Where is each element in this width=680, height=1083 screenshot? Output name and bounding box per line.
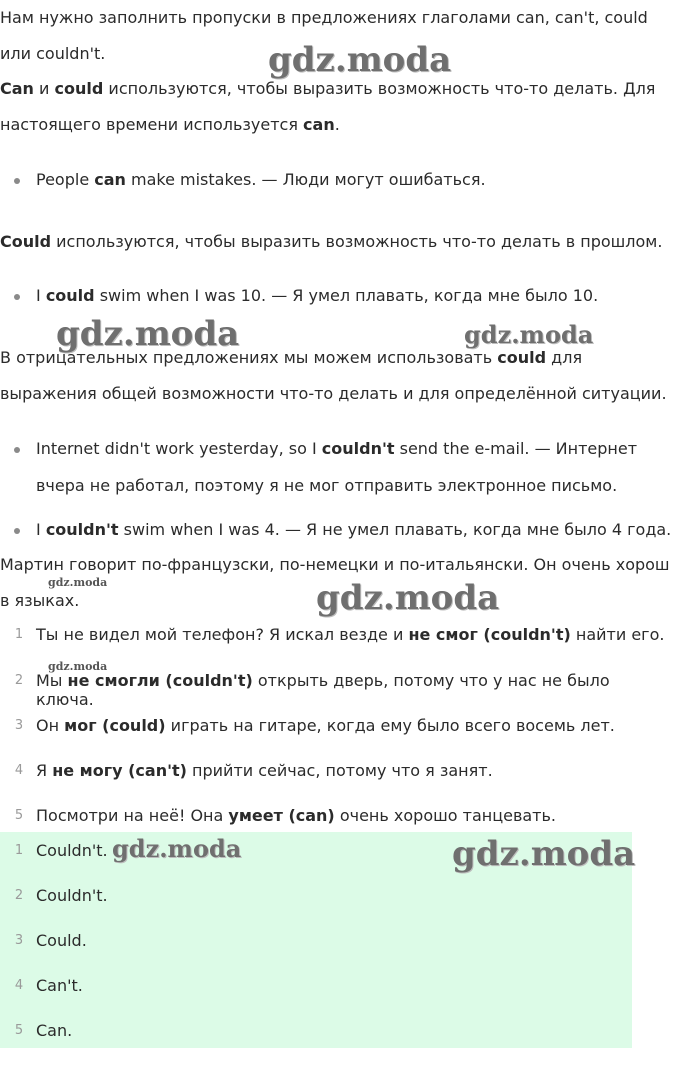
list-number: 5 (14, 808, 24, 823)
answer-item: Can't. (36, 976, 83, 995)
text: очень хорошо танцевать. (334, 806, 557, 825)
text: . (334, 115, 340, 134)
list-item (36, 430, 672, 504)
list-item (36, 161, 672, 198)
text: вчера не работал, поэтому я не мог отправить электронное письмо. (36, 476, 618, 495)
bold-could: Could (0, 232, 52, 251)
bullet-icon (14, 294, 20, 300)
watermark: gdz.moda (316, 578, 500, 618)
bold-answer: умеет (can) (228, 806, 335, 825)
bullet-icon (14, 528, 20, 534)
answer-item: Couldn't. (36, 841, 108, 860)
text: В отрицательных предложениях мы можем использовать (0, 348, 498, 367)
watermark: gdz.moda (48, 576, 108, 589)
text: выражения общей возможности что-то делать и для определённой ситуации. (0, 384, 667, 403)
text: в языках. (0, 591, 80, 610)
list-number: 2 (14, 888, 24, 903)
text: открыть дверь, потому что у нас не было ключа. (36, 671, 610, 709)
bold-couldnt: couldn't (321, 439, 395, 458)
list-item (36, 671, 666, 709)
watermark: gdz.moda (268, 40, 452, 80)
bold-couldnt: couldn't (45, 520, 119, 539)
answer-item: Can. (36, 1021, 73, 1040)
text: swim when I was 10. — Я умел плавать, когда мне было 10. (94, 286, 599, 305)
list-item (36, 625, 666, 644)
text: играть на гитаре, когда ему было всего восемь лет. (165, 716, 615, 735)
bold-answer: не смог (couldn't) (408, 625, 571, 644)
list-number: 1 (14, 843, 24, 858)
list-item (36, 716, 666, 735)
list-number: 3 (14, 933, 24, 948)
watermark: gdz.moda (112, 834, 242, 863)
text: и (33, 79, 55, 98)
text: Internet didn't work yesterday, so I (36, 439, 322, 458)
can-paragraph (0, 71, 676, 143)
bold-could: could (45, 286, 95, 305)
text: найти его. (570, 625, 665, 644)
text: I (36, 520, 46, 539)
bold-answer: мог (could) (64, 716, 166, 735)
text: используются, чтобы выразить возможность что-то делать в прошлом. (51, 232, 663, 251)
watermark: gdz.moda (464, 320, 594, 349)
text: Мы (36, 671, 68, 690)
bold-could: could (497, 348, 547, 367)
watermark: gdz.moda (48, 660, 108, 673)
list-number: 4 (14, 763, 24, 778)
list-number: 2 (14, 673, 24, 688)
answer-item: Couldn't. (36, 886, 108, 905)
bullet-icon (14, 178, 20, 184)
list-number: 1 (14, 627, 24, 642)
text: Мартин говорит по-французски, по-немецки и по-итальянски. Он очень хорош (0, 555, 670, 574)
list-number: 5 (14, 1023, 24, 1038)
list-item (36, 806, 666, 825)
bold-could: could (54, 79, 104, 98)
bold-can: can (94, 170, 126, 189)
intro-line-1: Нам нужно заполнить пропуски в предложениях глаголами can, can't, could (0, 8, 648, 27)
answer-item: Could. (36, 931, 87, 950)
text: People (36, 170, 95, 189)
watermark: gdz.moda (452, 834, 636, 874)
list-number: 3 (14, 718, 24, 733)
text: swim when I was 4. — Я не умел плавать, когда мне было 4 года. (118, 520, 672, 539)
text: Ты не видел мой телефон? Я искал везде и (36, 625, 409, 644)
text: Я (36, 761, 53, 780)
text: send the e-mail. — Интернет (394, 439, 638, 458)
bold-answer: не могу (can't) (52, 761, 187, 780)
list-item (36, 761, 666, 780)
text: для (546, 348, 583, 367)
could-paragraph (0, 224, 676, 260)
list-item (36, 277, 672, 314)
text: Он (36, 716, 65, 735)
text: используются, чтобы выразить возможность что-то делать. Для (103, 79, 656, 98)
list-number: 4 (14, 978, 24, 993)
bold-can: Can (0, 79, 34, 98)
bold-can: can (303, 115, 335, 134)
intro-line-2: или couldn't. (0, 44, 106, 63)
text: прийти сейчас, потому что я занят. (186, 761, 493, 780)
bold-answer: не смогли (couldn't) (67, 671, 253, 690)
text: I (36, 286, 46, 305)
text: Посмотри на неё! Она (36, 806, 229, 825)
text: настоящего времени используется (0, 115, 304, 134)
text: make mistakes. — Люди могут ошибаться. (125, 170, 486, 189)
bullet-icon (14, 447, 20, 453)
watermark: gdz.moda (56, 314, 240, 354)
list-item (36, 511, 672, 548)
